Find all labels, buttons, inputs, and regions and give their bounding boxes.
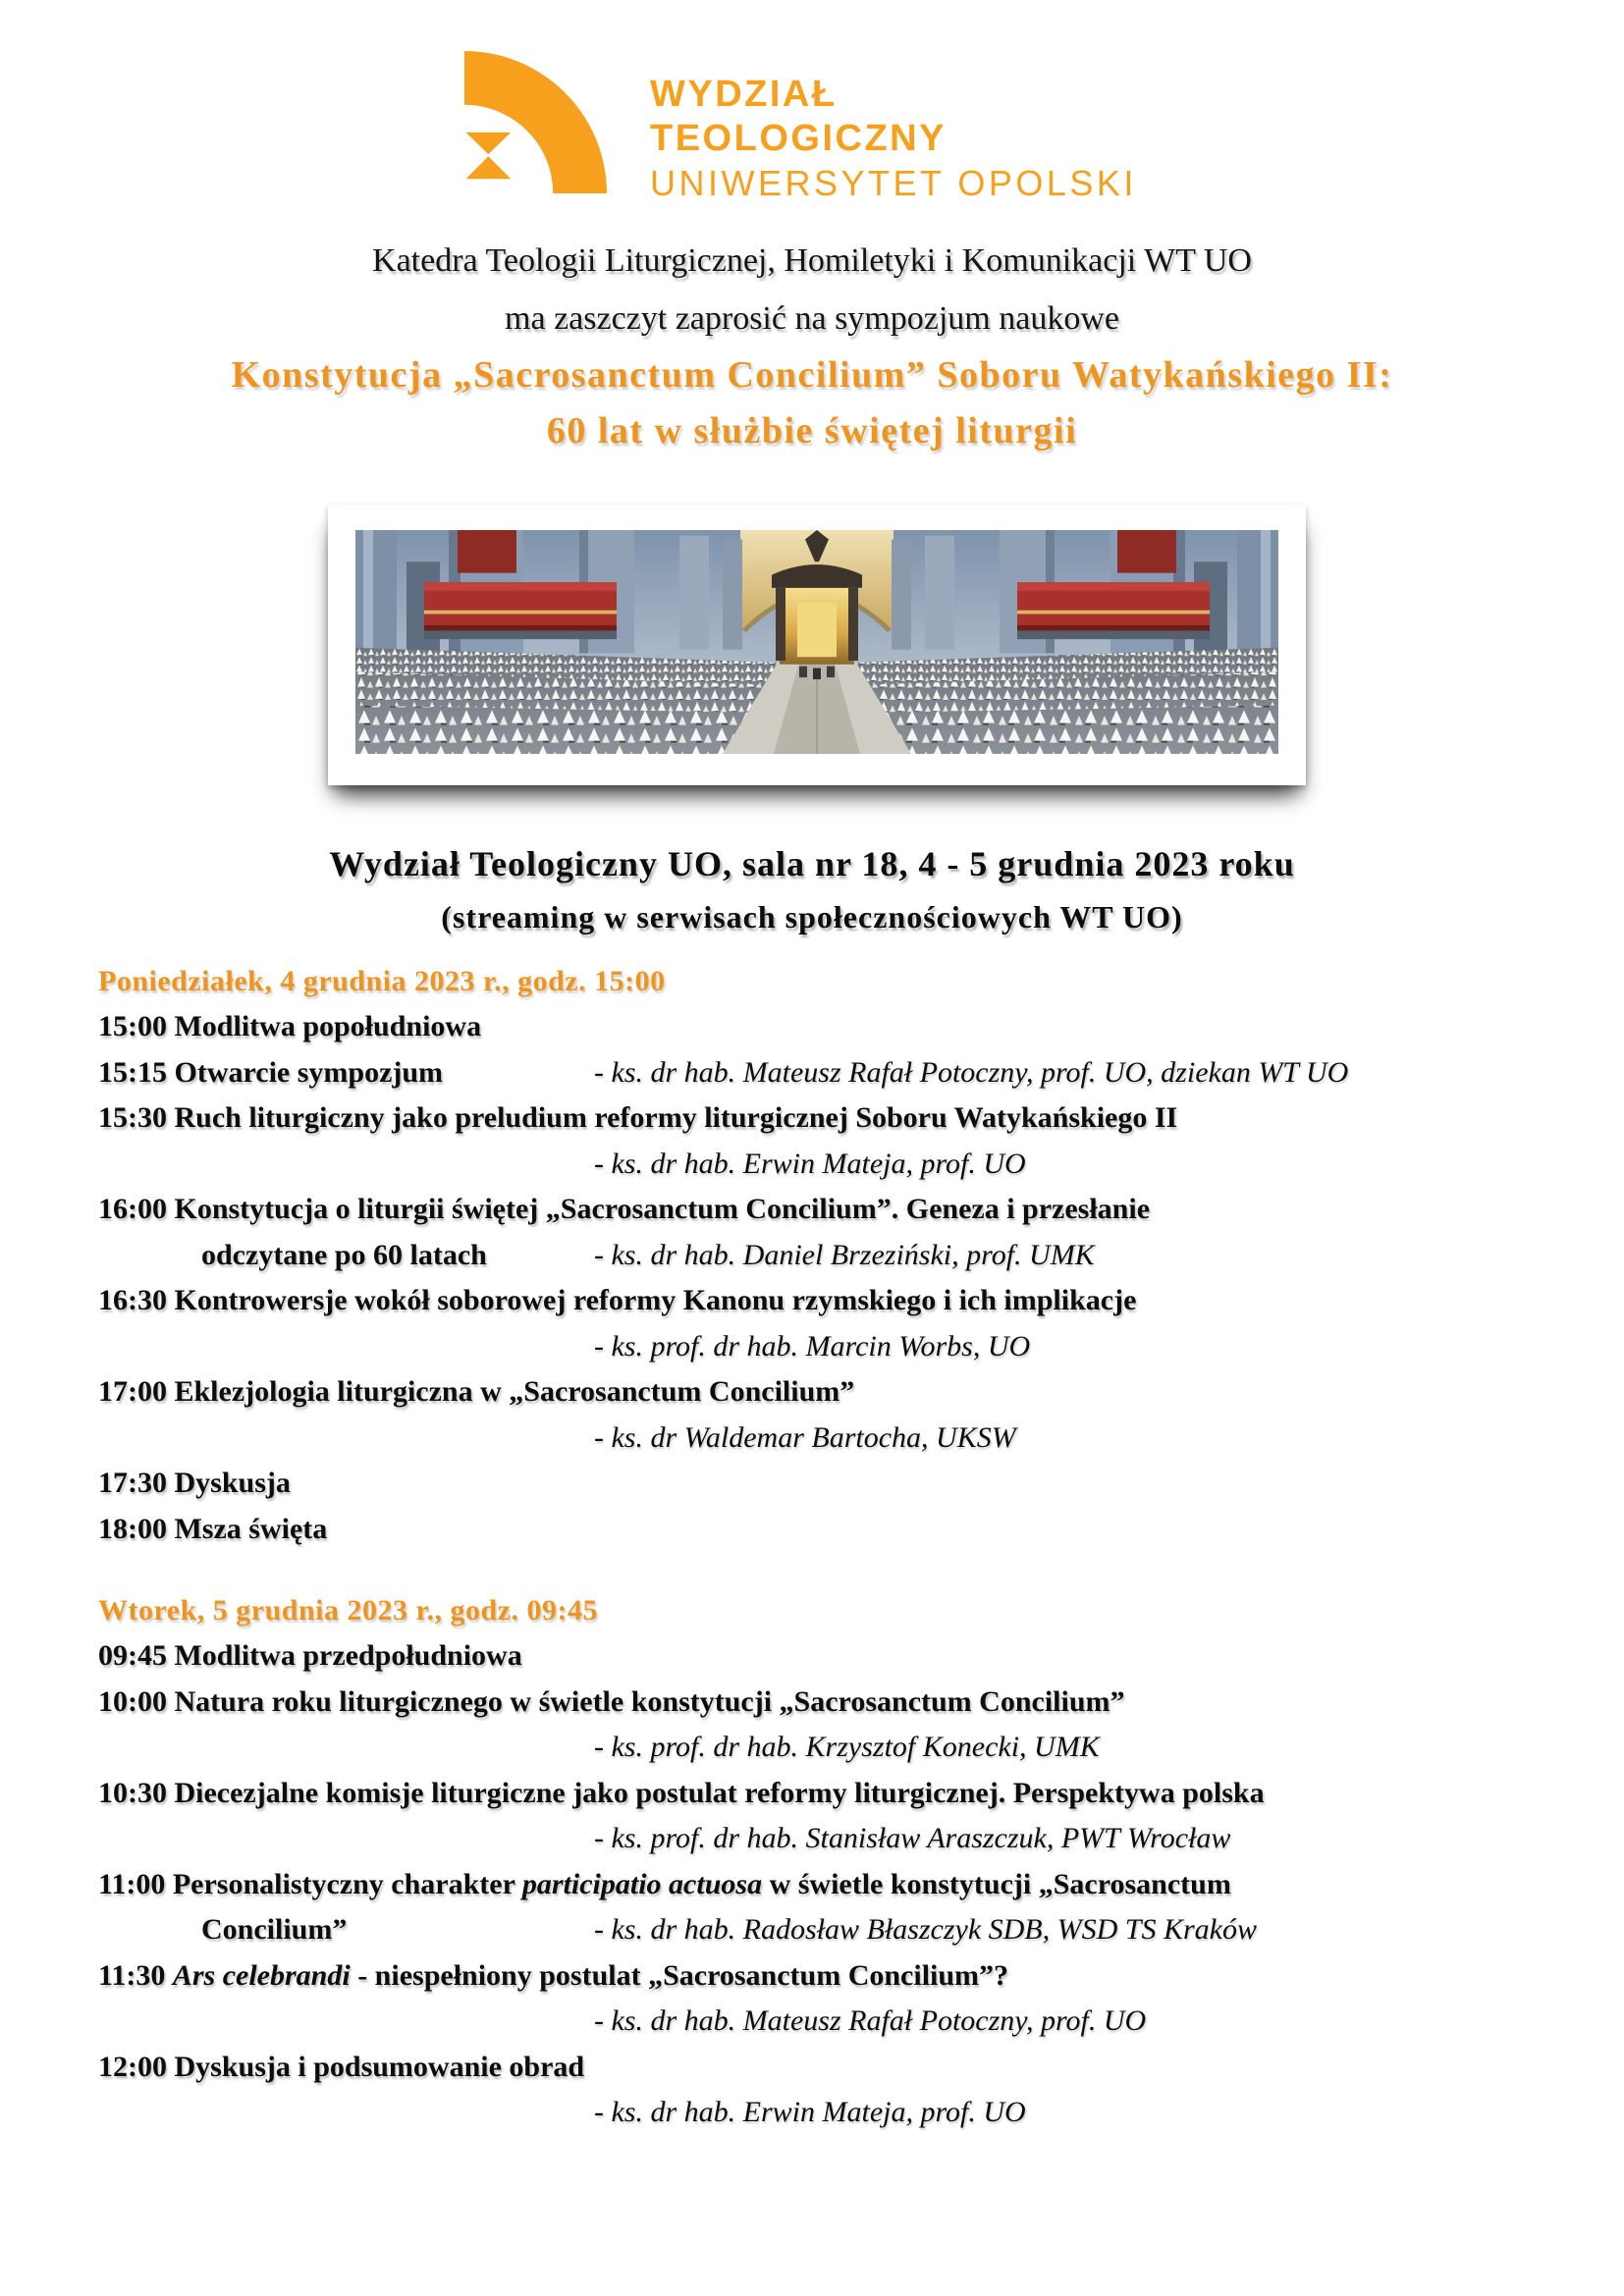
session-title-text: 18:00 Msza święta (98, 1512, 328, 1545)
speaker-text: - ks. prof. dr hab. Marcin Worbs, UO (594, 1329, 1031, 1362)
session-title-text: 10:30 Diecezjalne komisje liturgiczne jako postulat reformy liturgicznej. Perspektywa polska (98, 1776, 1265, 1809)
faculty-logo-text (650, 51, 1137, 205)
speaker-text: - ks. dr hab. Daniel Brzeziński, prof. UMK (594, 1238, 1095, 1271)
session-title-text: 15:30 Ruch liturgiczny jako preludium reformy liturgicznej Soboru Watykańskiego II (98, 1101, 1178, 1134)
logo-faculty-line1: WYDZIAŁ (650, 74, 838, 115)
program-line (98, 1725, 1542, 1771)
program-line (98, 1142, 1542, 1188)
day-heading: Wtorek, 5 grudnia 2023 r., godz. 09:45 (98, 1594, 599, 1627)
program-line (98, 1278, 1542, 1324)
speaker-text: - ks. prof. dr hab. Stanisław Araszczuk, PWT Wrocław (594, 1822, 1231, 1854)
session-title-text: 09:45 Modlitwa przedpołudniowa (98, 1639, 522, 1672)
program-line (98, 1862, 1542, 1908)
program-line (98, 2045, 1542, 2091)
session-title-text: 15:00 Modlitwa popołudniowa (98, 1010, 482, 1042)
symposium-title-line2: 60 lat w służbie świętej liturgii (546, 410, 1078, 452)
program-line (98, 2090, 1542, 2136)
program-line (98, 1680, 1542, 1726)
program-line (98, 1953, 1542, 2000)
speaker-text: - ks. dr hab. Erwin Mateja, prof. UO (594, 1147, 1026, 1180)
session-title-text: 16:00 Konstytucja o liturgii świętej „Sacrosanctum Concilium”. Geneza i przesłanie (98, 1193, 1151, 1225)
logo-faculty-line2: TEOLOGICZNY (650, 118, 947, 159)
organizer-line: Katedra Teologii Liturgicznej, Homiletyki i Komunikacji WT UO (372, 242, 1252, 279)
program-line (98, 1999, 1542, 2045)
speaker-text: - ks. dr hab. Erwin Mateja, prof. UO (594, 2096, 1026, 2128)
program-line (98, 1633, 1542, 1680)
speaker-text: - ks. dr hab. Mateusz Rafał Potoczny, prof. UO, dziekan WT UO (594, 1055, 1349, 1089)
program-line (98, 1369, 1542, 1415)
day-heading: Poniedziałek, 4 grudnia 2023 r., godz. 15:00 (98, 965, 666, 997)
session-title-text: 10:00 Natura roku liturgicznego w świetle konstytucji „Sacrosanctum Concilium” (98, 1684, 1125, 1718)
session-title-text: Concilium” (201, 1913, 348, 1946)
session-title-text: Ars celebrandi (172, 1958, 351, 1992)
session-title-text: 11:00 Personalistyczny charakter (98, 1867, 522, 1900)
vatican-council-photo (328, 505, 1306, 785)
program-line (98, 1187, 1542, 1233)
faculty-logo-arc-hourglass-icon (461, 51, 607, 196)
program-line (98, 1233, 1542, 1279)
program-line (98, 1004, 1542, 1050)
venue-block (0, 836, 1624, 942)
session-title-text: - niespełniony postulat „Sacrosanctum Concilium”? (350, 1958, 1009, 1992)
session-title-text: 17:00 Eklezjologia liturgiczna w „Sacrosanctum Concilium” (98, 1375, 855, 1408)
faculty-logo (461, 51, 1137, 205)
poster-header (0, 232, 1624, 459)
session-title-text: w świetle konstytucji „Sacrosanctum (762, 1867, 1231, 1900)
speaker-text: - ks. dr Waldemar Bartocha, UKSW (594, 1420, 1016, 1454)
program-line (98, 1324, 1542, 1370)
program-line (98, 1771, 1542, 1817)
program-line (98, 1050, 1542, 1096)
program-section (98, 958, 1542, 2136)
session-title-text: 16:30 Kontrowersje wokół soborowej reformy Kanonu rzymskiego i ich implikacje (98, 1284, 1137, 1316)
program-line (98, 1461, 1542, 1507)
symposium-title-line1: Konstytucja „Sacrosanctum Concilium” Soboru Watykańskiego II: (231, 354, 1393, 396)
program-line (98, 1095, 1542, 1142)
speaker-text: - ks. prof. dr hab. Krzysztof Konecki, UMK (594, 1731, 1100, 1763)
streaming-line: (streaming w serwisach społecznościowych WT UO) (441, 899, 1183, 934)
session-title-text: 17:30 Dyskusja (98, 1467, 291, 1499)
speaker-text: - ks. dr hab. Mateusz Rafał Potoczny, prof. UO (594, 2004, 1147, 2037)
speaker-text: - ks. dr hab. Radosław Błaszczyk SDB, WSD TS Kraków (594, 1913, 1257, 1946)
logo-university-line: UNIWERSYTET OPOLSKI (650, 163, 1137, 203)
council-photo-illustration (355, 530, 1278, 754)
invitation-line: ma zaszczyt zaprosić na sympozjum naukowe (505, 300, 1119, 337)
program-line (98, 1415, 1542, 1462)
program-line (98, 1507, 1542, 1553)
session-title-text: odczytane po 60 latach (201, 1238, 487, 1271)
program-line (98, 1816, 1542, 1862)
session-title-text: 11:30 (98, 1958, 173, 1992)
venue-line: Wydział Teologiczny UO, sala nr 18, 4 - 5 grudnia 2023 roku (329, 844, 1295, 883)
session-title-text: participatio actuosa (521, 1867, 763, 1900)
program-line (98, 1907, 1542, 1953)
session-title-text: 12:00 Dyskusja i podsumowanie obrad (98, 2050, 585, 2083)
session-title-text: 15:15 Otwarcie sympozjum (98, 1055, 444, 1089)
